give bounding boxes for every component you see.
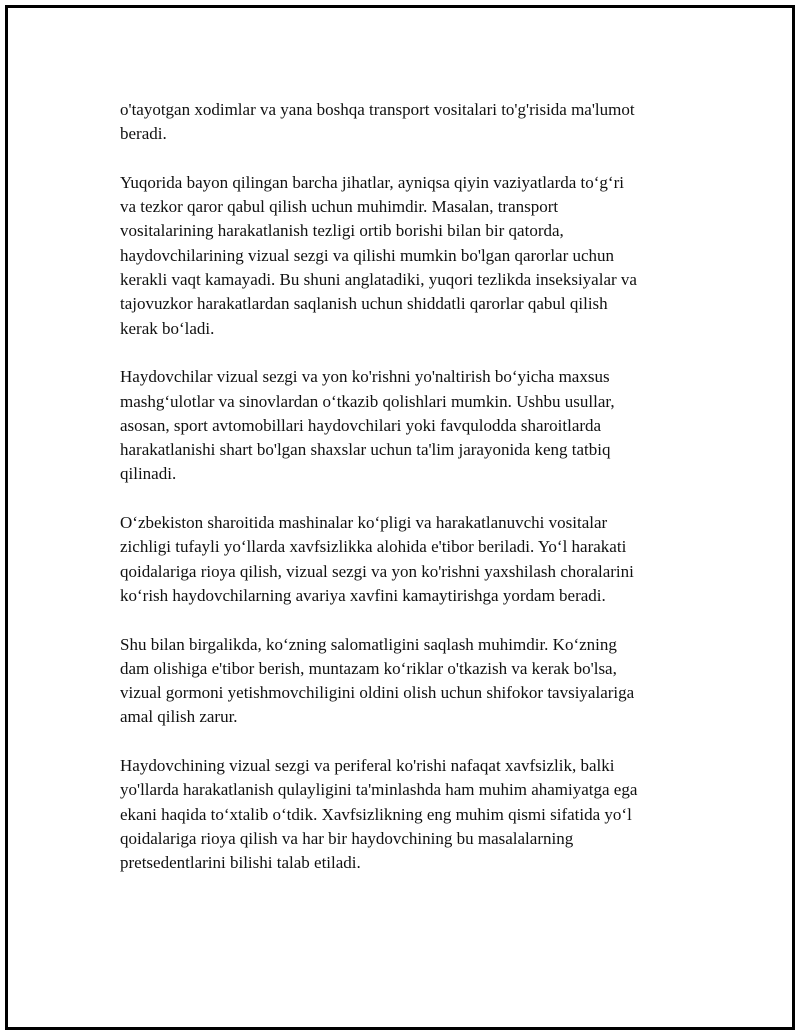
page-frame	[5, 5, 795, 1030]
document-body	[120, 98, 700, 900]
paragraph-uzbekistan-safety: O‘zbekiston sharoitida mashinalar ko‘pligi va harakatlanuvchi vositalar zichligi tufayli yo‘llarda xavfsizlikka alohida e'tibor beriladi. Yo‘l harakati qoidalariga rioya qilish, vizual sezgi va yon ko'rishni yaxshilash choralarini ko‘rish haydovchilarning avariya xavfini kamaytirishga yordam beradi.	[120, 513, 634, 605]
paragraph-driver-training: Haydovchilar vizual sezgi va yon ko'rishni yo'naltirish bo‘yicha maxsus mashg‘ulotlar va sinovlardan o‘tkazib qolishlari mumkin. Ushbu usullar, asosan, sport avtomobillari haydovchilari yoki favqulodda sharoitlarda harakatlanishi shart bo'lgan shaxslar uchun ta'lim jarayonida keng tatbiq qilinadi.	[120, 367, 615, 484]
paragraph-conclusion: Haydovchining vizual sezgi va periferal ko'rishi nafaqat xavfsizlik, balki yo'llarda harakatlanish qulayligini ta'minlashda ham muhim ahamiyatga ega ekani haqida to‘xtalib o‘tdik. Xavfsizlikning eng muhim qismi sifatida yo‘l qoidalariga rioya qilish va har bir haydovchining bu masalalarning pretsedentlarini bilishi talab etiladi.	[120, 756, 638, 873]
paragraph-eye-health: Shu bilan birgalikda, ko‘zning salomatligini saqlash muhimdir. Ko‘zning dam olishiga e'tibor berish, muntazam ko‘riklar o'tkazish va kerak bo'lsa, vizual gormoni yetishmovchiligini oldini olish uchun shifokor tavsiyalariga amal qilish zarur.	[120, 634, 635, 727]
paragraph-continuation: o'tayotgan xodimlar va yana boshqa transport vositalari to'g'risida ma'lumot beradi.	[120, 100, 635, 144]
paragraph-decision-making: Yuqorida bayon qilingan barcha jihatlar, ayniqsa qiyin vaziyatlarda to‘g‘ri va tezkor qaror qabul qilish uchun muhimdir. Masalan, transport vositalarining harakatlanish tezligi ortib borishi bilan bir qatorda, haydovchilarining vizual sezgi va qilishi mumkin bo'lgan qarorlar uchun kerakli vaqt kamayadi. Bu shuni anglatadiki, yuqori tezlikda inseksiyalar va tajovuzkor harakatlardan saqlanish uchun shiddatli qarorlar qabul qilish kerak bo‘ladi.	[120, 172, 637, 338]
